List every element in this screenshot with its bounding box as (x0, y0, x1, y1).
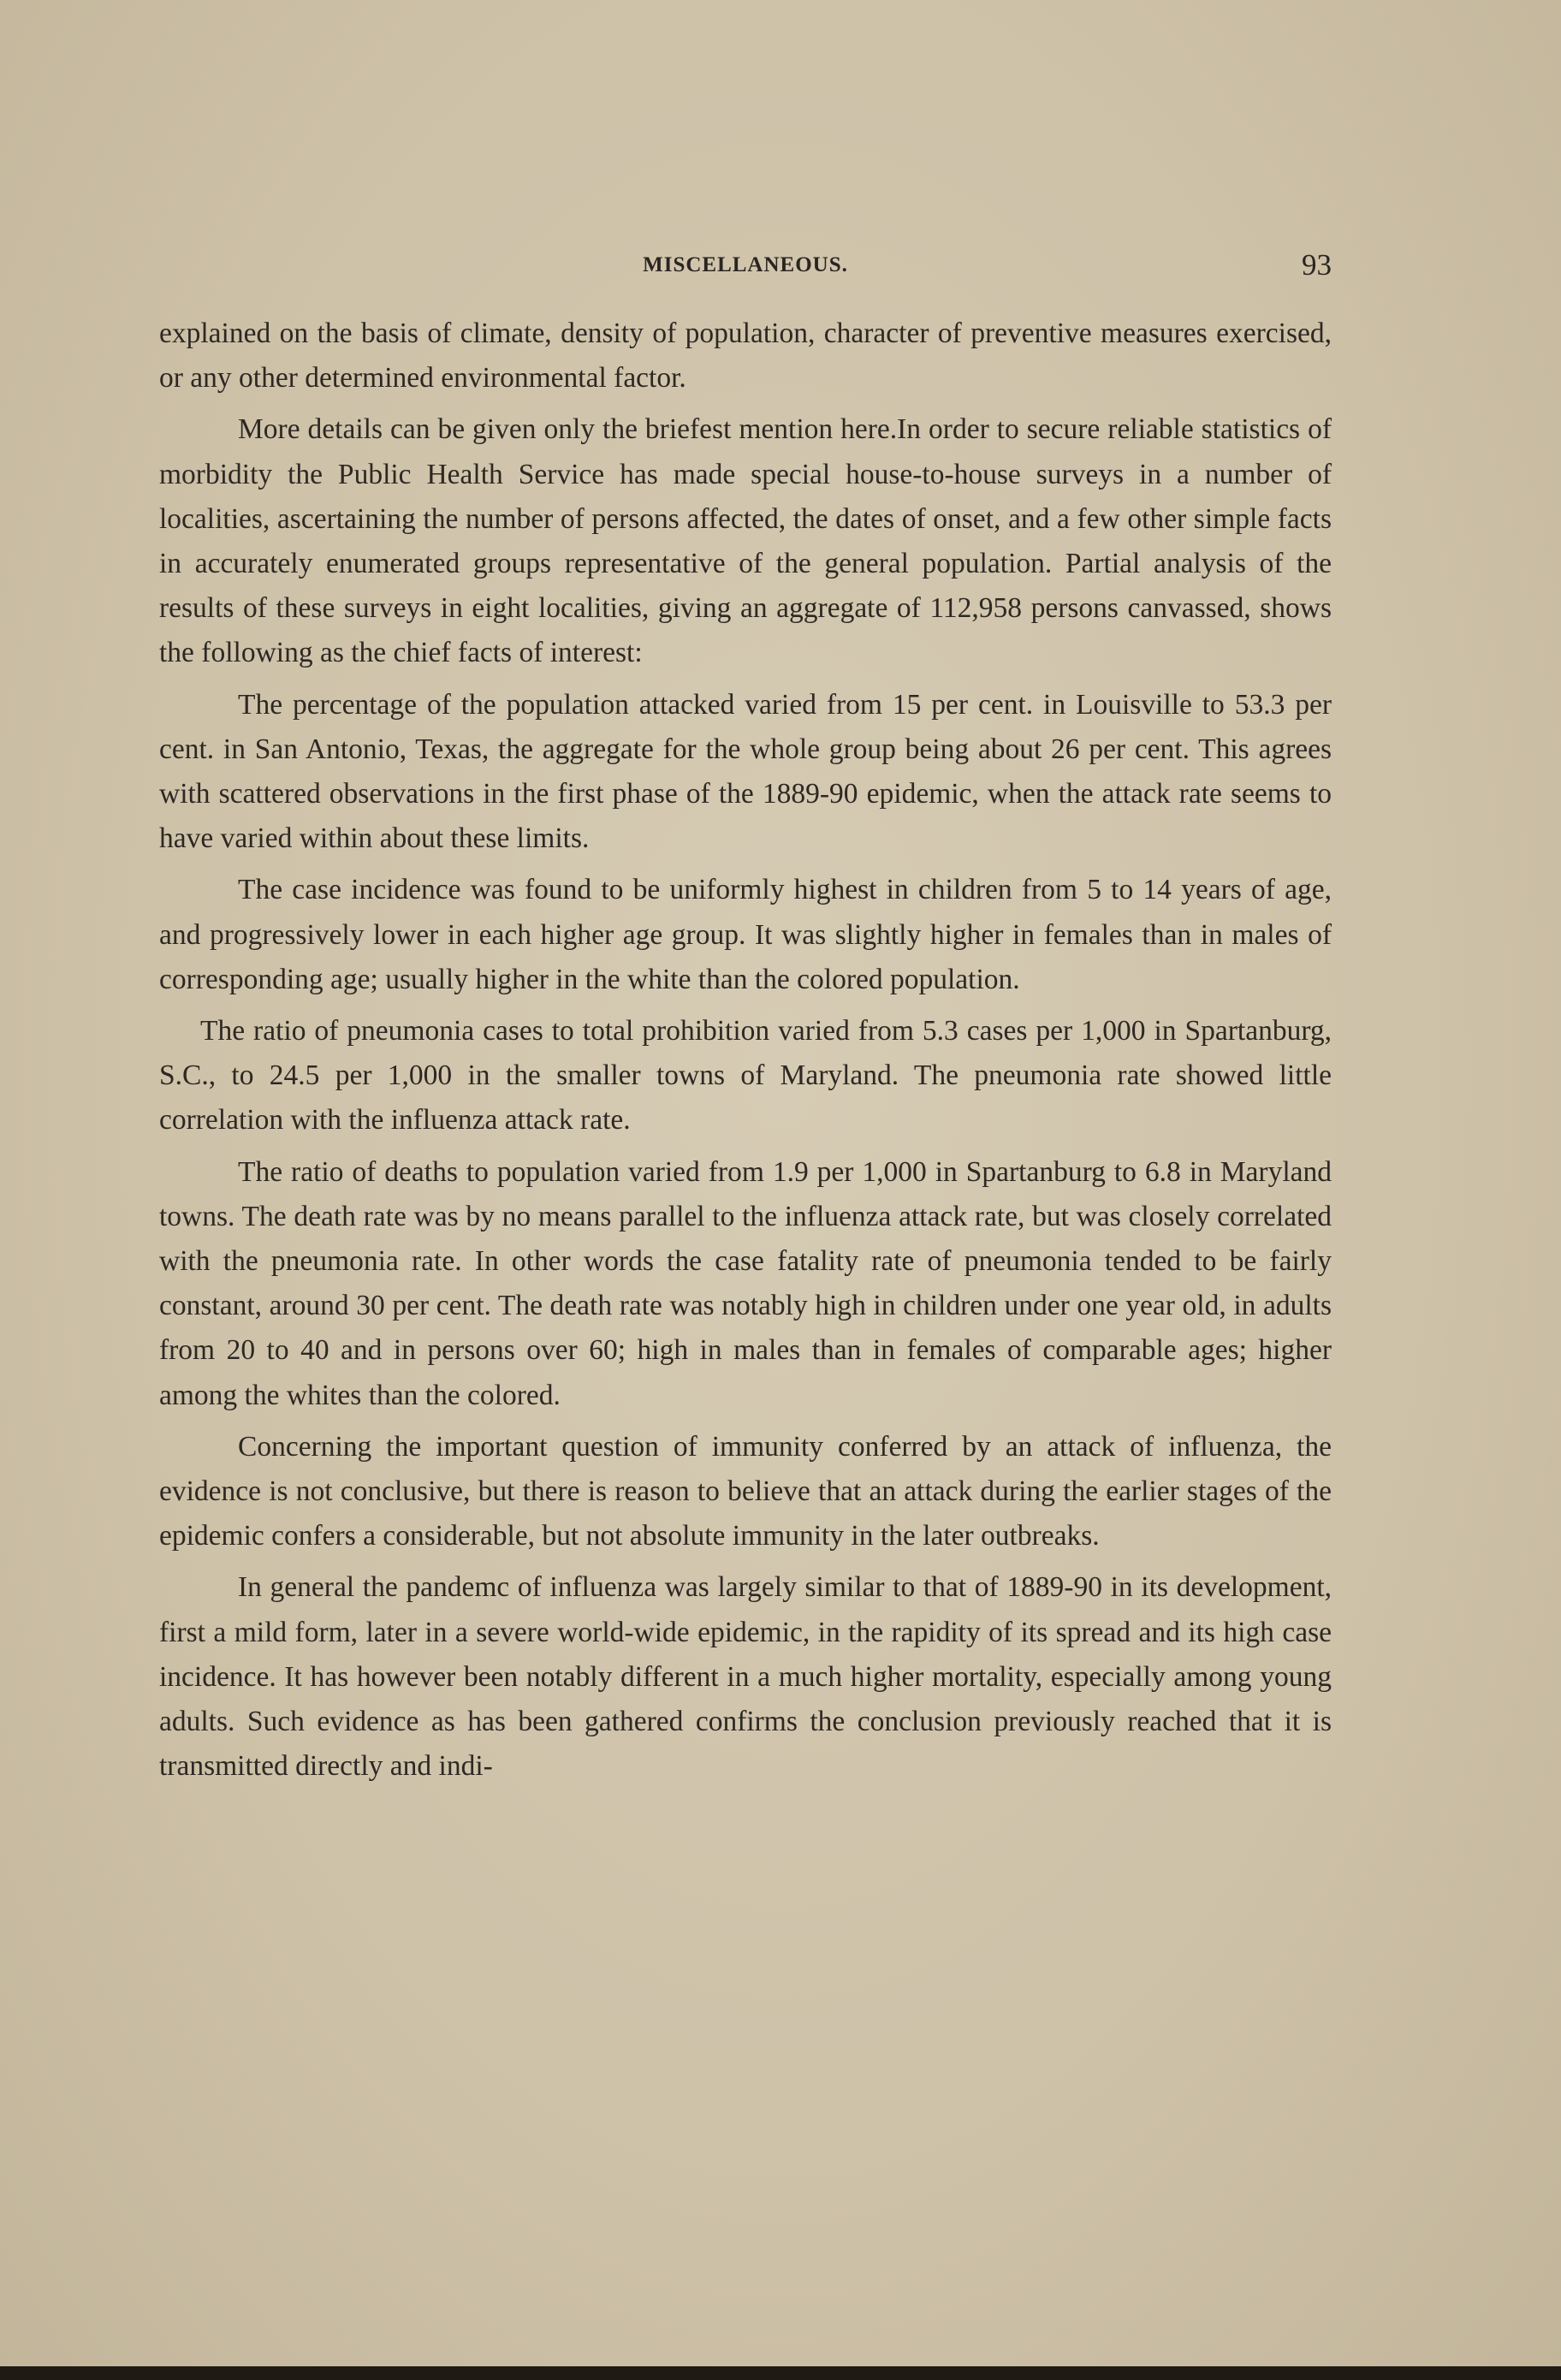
paragraph-attack-percentage: The percentage of the population attacked varied from 15 per cent. in Louisville to 53.3 per cent. in San Antonio, Texas, the aggregate for the whole group being about 26 per cent. This agrees with scattered observations in the first phase of the 1889-90 epidemic, when the attack rate seems to have varied within about these limits. (159, 688, 1332, 855)
running-head: MISCELLANEOUS. (643, 253, 848, 276)
page-header (159, 248, 1332, 301)
page-number: 93 (1302, 248, 1332, 282)
paragraph-general-summary: In general the pandemc of influenza was largely similar to that of 1889-90 in its development, first a mild form, later in a severe world-wide epidemic, in the rapidity of its spread and its high case incidence. It has however been notably different in a much higher mortality, especially among young adults. Such evidence as has been gathered confirms the conclusion previously reached that it is transmitted directly and indi- (159, 1571, 1332, 1783)
paragraph-immunity: Concerning the important question of immunity conferred by an attack of influenza, the evidence is not conclusive, but there is reason to believe that an attack during the earlier stages of the epidemic confers a considerable, but not absolute immunity in the later outbreaks. (159, 1430, 1332, 1552)
paragraph-death-ratio: The ratio of deaths to population varied from 1.9 per 1,000 in Spartanburg to 6.8 in Maryland towns. The death rate was by no means parallel to the influenza attack rate, but was closely correlated with the pneumonia rate. In other words the case fatality rate of pneumonia tended to be fairly constant, around 30 per cent. The death rate was notably high in children under one year old, in adults from 20 to 40 and in persons over 60; high in males than in females of comparable ages; higher among the whites than the colored. (159, 1155, 1332, 1411)
body-text (159, 312, 1332, 1796)
paragraph-pneumonia-ratio: The ratio of pneumonia cases to total prohibition varied from 5.3 cases per 1,000 in Spartanburg, S.C., to 24.5 per 1,000 in the smaller towns of Maryland. The pneumonia rate showed little correlation with the influenza attack rate. (159, 1015, 1332, 1137)
paragraph-case-incidence: The case incidence was found to be uniformly highest in children from 5 to 14 years of age, and progressively lower in each higher age group. It was slightly higher in females than in males of corresponding age; usually higher in the white than the colored population. (159, 874, 1332, 995)
paragraph-surveys: More details can be given only the briefest mention here.In order to secure reliable statistics of morbidity the Public Health Service has made special house-to-house surveys in a number of localities, ascertaining the number of persons affected, the dates of onset, and a few other simple facts in accurately enumerated groups representative of the general population. Partial analysis of the results of these surveys in eight localities, giving an aggregate of 112,958 persons canvassed, shows the following as the chief facts of interest: (159, 413, 1332, 669)
paragraph-continuation: explained on the basis of climate, density of population, character of preventive measures exercised, or any other determined environmental factor. (159, 318, 1332, 395)
page-bottom-edge (0, 2366, 1561, 2380)
